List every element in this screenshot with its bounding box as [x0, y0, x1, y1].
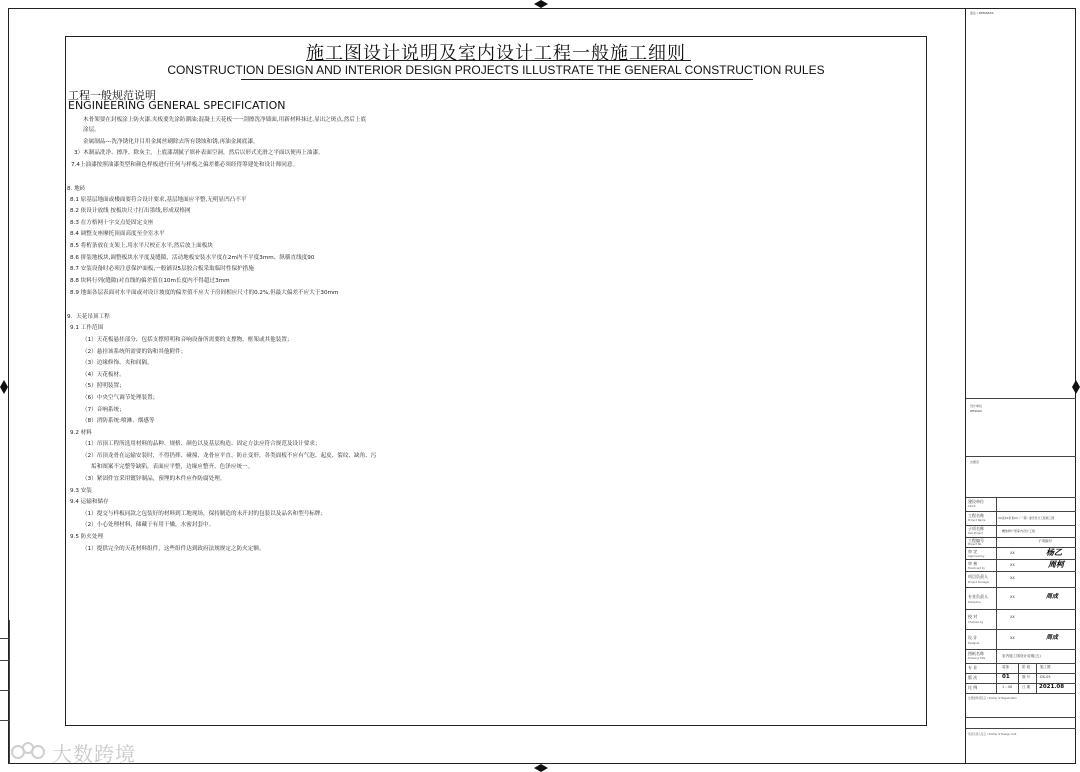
project-name-label: 工程名称: [968, 513, 984, 518]
discipline-lead-name: XX: [1010, 595, 1015, 599]
strip-divider: [966, 398, 1076, 399]
spec-line: 8.1 原基层地面或楼面要符合设计要求,基层地面应平整,无明显凹凸不平: [70, 197, 247, 203]
spec-line: 8.9 地面各层表面对水平面或对设计坡度的偏差值不应大于房间相应尺寸的0.2%,但最大偏差不应大于30mm: [70, 290, 339, 296]
spec-line: （7）音响系统；: [82, 407, 125, 413]
left-binding-strip: [0, 620, 9, 764]
spec-line: （2）悬挂该系统所需要的钩和其他附件；: [82, 349, 187, 355]
stamp-note: 出图章: [970, 460, 980, 464]
spec-subheading: 9.1 工作范围: [70, 325, 104, 331]
stage-label: 阶 段: [1022, 665, 1031, 669]
version-label: 版 次: [968, 675, 978, 680]
spec-line: 8.8 块料行列(缝隙)对直线的偏差值在10m长度内不得超过3mm: [70, 278, 230, 284]
spec-line: （1）吊顶工程所选用材料的品种、规格、颜色以及基层构造、固定方法应符合规范及设计要求；: [82, 441, 321, 447]
spec-line: 涂层。: [83, 127, 100, 133]
check-label: 校 对: [968, 614, 978, 619]
spec-line: （6）中央空气调节处理装置；: [82, 395, 159, 401]
sub-item-value: 精装修户型室内设计工程: [1002, 529, 1036, 533]
discipline-lead-sublabel: Discipline: [968, 601, 981, 604]
title-block-table: [966, 497, 1076, 717]
spec-line: 金属制品---洗净锈化并目用金属丝刷除去所有锈蚀和锈,再油金属底漆。: [83, 139, 259, 145]
approve-sublabel: Approved by: [968, 555, 985, 558]
pm-label: 项目负责人: [968, 574, 988, 579]
spec-line: 8.6 拼装地板块,调整板块水平度及缝隙，活动地板安装水平度在2m内不平度3mm、纵横直线度90: [70, 255, 315, 261]
title-underline: [306, 60, 691, 61]
check-sublabel: Checked by: [968, 621, 984, 624]
spec-line: （4）天花板材。: [82, 372, 125, 378]
spec-line: 8.2 依设计放线 按板块尺寸打出墨线,形成双格网: [70, 208, 191, 214]
spec-heading: 9．天花吊顶工程: [67, 314, 110, 320]
project-no-label: 工程编号: [968, 538, 984, 543]
design-unit-note-en: DESIGN: [970, 409, 982, 413]
spec-line: （1）天花板悬挂部分，包括支撑照明和音响设备所需要的支撑物，框架或其他装置；: [82, 337, 293, 343]
drawing-title-value: 室内施工图设计说明(五): [1002, 654, 1041, 658]
check-name: XX: [1010, 615, 1015, 619]
spec-line: 8.3 在方格网十字交点处固定支座: [70, 220, 154, 226]
sheet-title-cn: 施工图设计说明及室内设计工程一般施工细则: [306, 43, 686, 64]
drawing-title-label: 图纸名称: [968, 651, 984, 656]
spec-line: （2）吊顶龙骨在运输安装时，不得扔摔、碰撞，龙骨应平直、防止变形，各类面板不应有气泡、起皮、裂纹、缺角、污: [82, 453, 377, 459]
designer-sublabel: Designer: [968, 642, 980, 645]
watermark-text: 大数跨境: [52, 742, 136, 766]
drawing-no-value: DS-05: [1040, 675, 1051, 679]
project-name-sublabel: Project Name: [968, 519, 986, 522]
spec-line: 8.7 安装设备时必须注意保护面板,一般铺设5层胶合板采取临时性保护措施: [70, 266, 254, 272]
review-name: XX: [1010, 563, 1015, 567]
review-label: 审 核: [968, 561, 978, 566]
client-sublabel: Client: [968, 505, 976, 508]
spec-line: （3）紧固件宜采用镀锌制品，预埋的木件应作防腐处理。: [82, 476, 226, 482]
approve-signature: 杨乙: [1046, 548, 1062, 557]
specification-panel: [65, 36, 927, 726]
drawing-title-sublabel: Drawing Title: [968, 657, 986, 660]
designer-signature: 周成: [1046, 634, 1059, 641]
designer-name: XX: [1010, 636, 1015, 640]
sub-item-label: 子项名称: [968, 526, 984, 531]
title-block-strip: [965, 8, 1076, 764]
spec-line: （2）小心处理材料，储藏于有用干燥，水密封套中。: [82, 522, 215, 528]
designer-label: 设 计: [968, 635, 978, 640]
registration-stamp-note: 注册建筑师签章 / Stamp of Registration: [968, 697, 1017, 700]
scale-value: 1 : 40: [1002, 685, 1013, 689]
strip-divider: [966, 728, 1076, 729]
design-unit-note: 设计单位: [970, 404, 983, 408]
project-name-value: XX省XX市某XX（一期）建设设计工程施工图: [998, 516, 1055, 520]
project-no-sublabel: Project No.: [968, 543, 983, 546]
date-value: 2021.08: [1039, 684, 1065, 690]
section-heading-en: ENGINEERING GENERAL SPECIFICATION: [68, 99, 286, 112]
spec-line: 8.4 调整支座摩托顶面高度至全室水平: [70, 231, 165, 237]
sub-item-sublabel: Sub-Project: [968, 532, 983, 535]
title-en-underline: [241, 79, 753, 80]
sheet-title-en: CONSTRUCTION DESIGN AND INTERIOR DESIGN PROJECTS ILLUSTRATE THE GENERAL CONSTRUCTION RULES: [167, 63, 825, 77]
review-signature: 周柯: [1048, 560, 1064, 569]
top-center-marker: [534, 0, 548, 8]
discipline-lead-label: 专业负责人: [968, 594, 988, 599]
spec-subheading: 9.5 防火处理: [70, 534, 104, 540]
review-sublabel: Examined by: [968, 567, 985, 570]
client-label: 建设单位: [968, 499, 984, 504]
stage-value: 施工图: [1040, 665, 1051, 669]
version-value: 01: [1002, 674, 1010, 680]
spec-subheading: 9.2 材料: [70, 430, 92, 436]
approve-name: XX: [1010, 551, 1015, 555]
spec-line: （1）提供完全的天花材料组件，这些组件达到政府法规规定之防火定额。: [82, 546, 265, 552]
section-heading-cn: 工程一般规范说明: [68, 89, 156, 102]
pm-name: XX: [1010, 576, 1015, 580]
sub-no-label: 子项编号: [1038, 539, 1052, 543]
approve-label: 审 定: [968, 549, 978, 554]
spec-line: （1）提交与样板同款之包装好的材料到工地现场，保持制造的未开封的包装以及品名和型号标牌；: [82, 511, 327, 517]
watermark-logo-icon: [10, 740, 50, 762]
remarks-note: 备注 / REMARKS: [970, 11, 994, 15]
spec-subheading: 9.4 运输和储存: [70, 499, 109, 505]
drawing-no-label: 图 号: [1022, 675, 1031, 679]
date-label: 日 期: [1022, 685, 1031, 689]
bottom-center-marker: [534, 764, 548, 772]
spec-line: 8.5 将桁条放在支架上,用水平尺校正水平,然后放上面板块: [70, 243, 213, 249]
spec-line: （5）照明装置；: [82, 383, 125, 389]
design-unit-stamp-note: 项目负责人签章 / Stamp of Design Unit: [968, 733, 1017, 736]
spec-line: （3）边缘修饰、夹和间隔。: [82, 360, 153, 366]
spec-line: 3）木制品洗净、擦净、除灰尘，上底漆刮腻子填补表面空洞，然后以形式光滑之平面以便再上油漆。: [74, 150, 324, 156]
discipline-value: 装饰: [1002, 665, 1009, 669]
discipline-lead-signature: 周成: [1046, 593, 1059, 600]
spec-line: 7.4上油漆按照油漆类型和颜色样板进行任何与样板之偏差都必须经得筹建处和设计师同意。: [71, 162, 299, 168]
spec-line: 木骨架要在封板涂上防火漆,夹板要先涂防潮油;混凝土天花板一一刮擦洗净墙面,用新材料抹过,显出之斑点,然后上底: [83, 117, 367, 123]
scale-label: 比 例: [968, 685, 978, 690]
left-center-marker: [0, 380, 8, 394]
spec-heading: 8. 地砖: [67, 186, 86, 192]
pm-sublabel: Project manager: [968, 581, 990, 584]
spec-subheading: 9.3 安装: [70, 488, 92, 494]
discipline-label: 专 业: [968, 665, 978, 670]
strip-divider: [966, 456, 1076, 457]
spec-line: 垢和图案不完整等缺陷，表面应平整，边缘应整齐，色泽应统一。: [91, 464, 254, 470]
spec-line: （8）消防系统:喷淋、烟感等: [82, 418, 155, 424]
